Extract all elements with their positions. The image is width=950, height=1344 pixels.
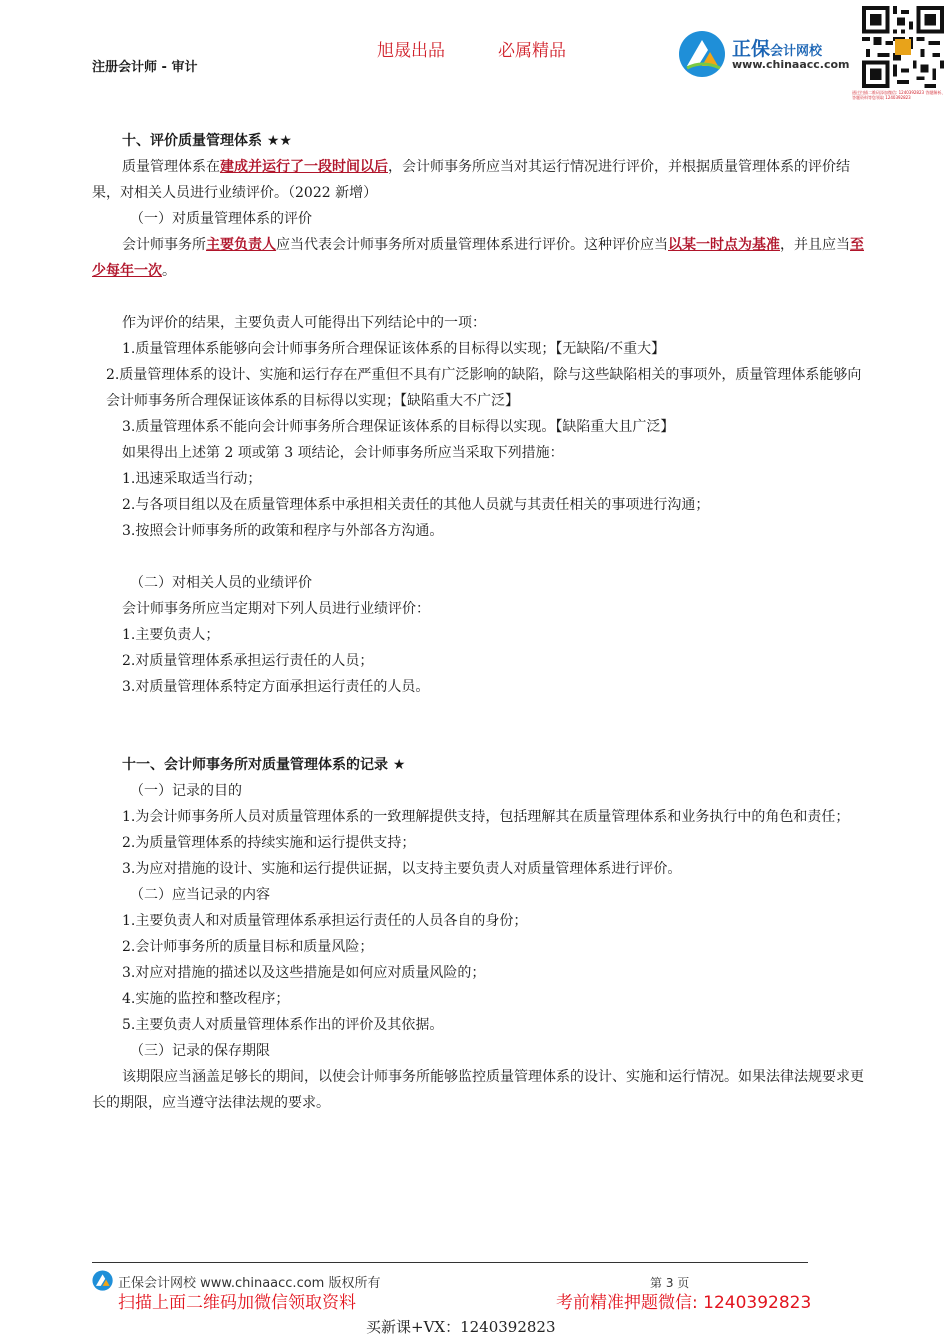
list-item: 5.主要负责人对质量管理体系作出的评价及其依据。 [122, 1017, 444, 1033]
list-item: 1.迅速采取适当行动； [122, 471, 262, 487]
slogan-left: 旭晟出品 [377, 41, 445, 61]
importance-stars: ★ [392, 757, 406, 773]
subheading: （三）记录的保存期限 [130, 1043, 270, 1059]
footer-logo-icon [92, 1270, 114, 1292]
list-item: 3.对应对措施的描述以及这些措施是如何应对质量风险的； [122, 965, 486, 981]
list-item: 1.主要负责人和对质量管理体系承担运行责任的人员各自的身份； [122, 913, 528, 929]
list-item: 2.与各项目组以及在质量管理体系中承担相关责任的其他人员就与其责任相关的事项进行沟通； [122, 497, 710, 513]
header-title: 注册会计师 - 审计 [92, 60, 198, 75]
highlight-text: 以某一时点为基准 [668, 237, 780, 253]
subheading: （一）记录的目的 [130, 783, 242, 799]
subheading: （一）对质量管理体系的评价 [130, 211, 312, 227]
section-heading-10: 十、评价质量管理体系 ★★ [122, 133, 292, 149]
list-item: 4.实施的监控和整改程序； [122, 991, 290, 1007]
list-item: 2.为质量管理体系的持续实施和运行提供支持； [122, 835, 416, 851]
list-item: 1.主要负责人； [122, 627, 220, 643]
paragraph: 如果得出上述第 2 项或第 3 项结论，会计师事务所应当采取下列措施： [122, 445, 564, 461]
list-item: 1.为会计师事务所人员对质量管理体系的一致理解提供支持，包括理解其在质量管理体系和业务执行中的角色和责任； [122, 809, 850, 825]
highlight-text: 主要负责人 [206, 237, 276, 253]
highlight-text: 至少每年一次 [92, 237, 864, 279]
list-item: 2.会计师事务所的质量目标和质量风险； [122, 939, 374, 955]
highlight-text: 建成并运行了一段时间以后 [220, 159, 388, 175]
paragraph: 作为评价的结果，主要负责人可能得出下列结论中的一项： [122, 315, 486, 331]
list-item: 3.按照会计师事务所的政策和程序与外部各方沟通。 [122, 523, 444, 539]
paragraph: 会计师事务所应当定期对下列人员进行业绩评价： [122, 601, 430, 617]
subheading: （二）对相关人员的业绩评价 [130, 575, 312, 591]
slogan-right: 必属精品 [498, 41, 566, 61]
section-heading-11: 十一、会计师事务所对质量管理体系的记录 ★ [122, 757, 406, 773]
brand-logo[interactable] [678, 30, 858, 80]
importance-stars: ★★ [266, 133, 292, 149]
logo-mark-icon [678, 30, 728, 80]
list-item: 2.质量管理体系的设计、实施和运行存在严重但不具有广泛影响的缺陷，除与这些缺陷相关的事项外，质量管理体系能够向会计师事务所合理保证该体系的目标得以实现；【缺陷重大不广泛】 [106, 367, 862, 409]
paragraph: 质量管理体系在建成并运行了一段时间以后，会计师事务所应当对其运行情况进行评价，并根据质量管理体系的评价结果，对相关人员进行业绩评价。（2022 新增） [92, 159, 850, 201]
subheading: （二）应当记录的内容 [130, 887, 270, 903]
promo-bottom: 买新课+VX：1240392823 [366, 1318, 556, 1336]
logo-name: 正保会计网校 [732, 38, 823, 60]
qr-caption: 通过扫描二维码添加微信: 1240392823 答题解析、答题资料等您领取 1240392823 [852, 90, 946, 100]
qr-code-icon[interactable] [862, 6, 944, 88]
list-item: 1.质量管理体系能够向会计师事务所合理保证该体系的目标得以实现；【无缺陷/不重大】 [122, 341, 666, 357]
logo-url: www.chinaacc.com [732, 58, 850, 71]
paragraph: 该期限应当涵盖足够长的期间，以使会计师事务所能够监控质量管理体系的设计、实施和运行情况。如果法律法规要求更长的期限，应当遵守法律法规的要求。 [92, 1069, 864, 1111]
list-item: 3.对质量管理体系特定方面承担运行责任的人员。 [122, 679, 430, 695]
promo-left: 扫描上面二维码加微信领取资料 [118, 1293, 356, 1313]
page-number: 第 3 页 [650, 1276, 690, 1290]
footer-copyright: 正保会计网校 www.chinaacc.com 版权所有 [118, 1276, 381, 1291]
list-item: 2.对质量管理体系承担运行责任的人员； [122, 653, 374, 669]
footer-divider [92, 1262, 808, 1263]
paragraph: 会计师事务所主要负责人应当代表会计师事务所对质量管理体系进行评价。这种评价应当以某一时点为基准，并且应当至少每年一次。 [92, 237, 864, 279]
document-body [92, 128, 864, 1116]
list-item: 3.质量管理体系不能向会计师事务所合理保证该体系的目标得以实现。【缺陷重大且广泛】 [122, 419, 675, 435]
promo-right: 考前精准押题微信: 1240392823 [556, 1293, 812, 1313]
list-item: 3.为应对措施的设计、实施和运行提供证据，以支持主要负责人对质量管理体系进行评价。 [122, 861, 682, 877]
